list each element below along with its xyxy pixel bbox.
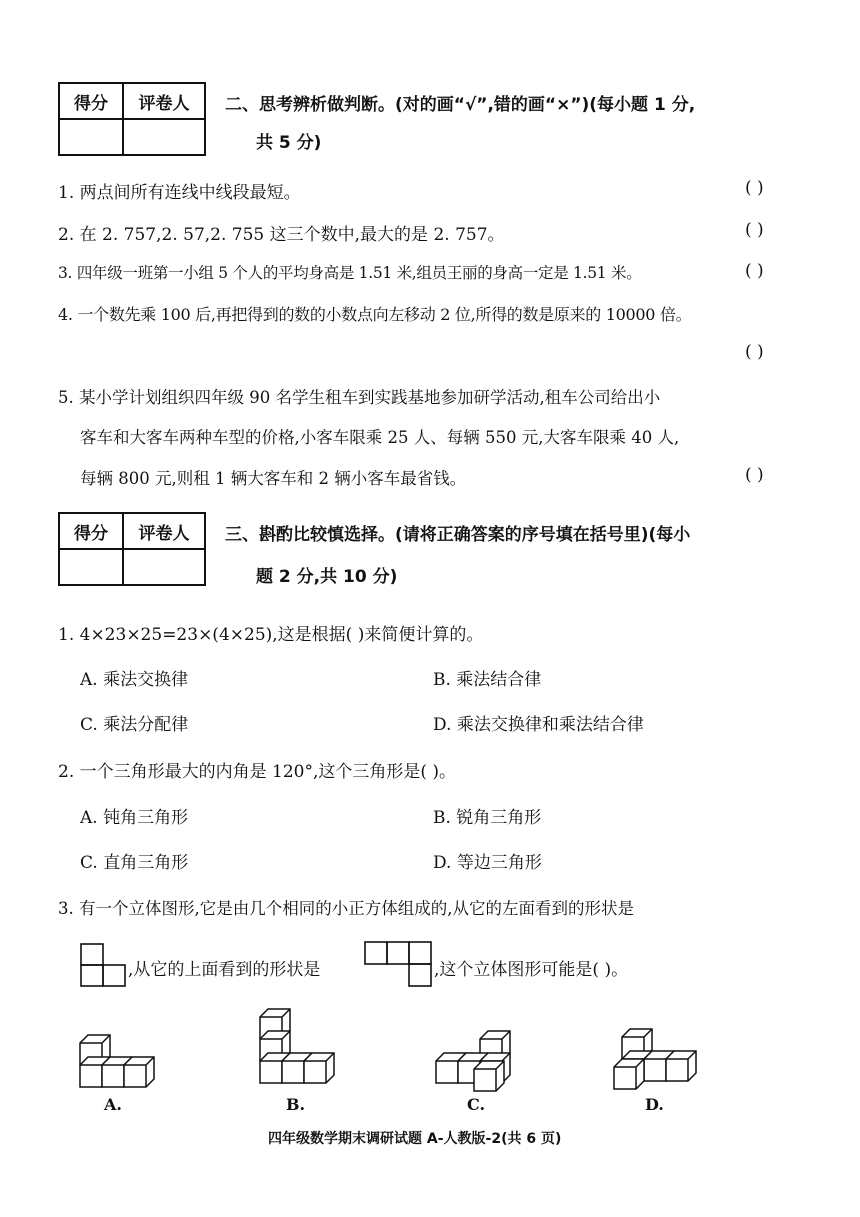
choice-q2-option-c[interactable]: C. 直角三角形 [80,853,189,873]
choice-q2-option-b[interactable]: B. 锐角三角形 [433,808,542,828]
judge-item-4: 4. 一个数先乘 100 后,再把得到的数的小数点向左移动 2 位,所得的数是原来的 10000 倍。 [58,305,692,324]
judge-answer-2[interactable]: ( ) [745,220,764,240]
cube-label-c: C. [467,1095,486,1114]
choice-q2-option-d[interactable]: D. 等边三角形 [433,853,542,873]
cube-figure-d[interactable] [614,1029,696,1089]
cube-figure-a[interactable] [80,1035,154,1087]
grader-cell [123,119,205,155]
judge-item-3: 3. 四年级一班第一小组 5 个人的平均身高是 1.51 米,组员王丽的身高一定是 1.51 米。 [58,264,642,282]
score-cell [59,549,123,585]
judge-item-5-line1: 5. 某小学计划组织四年级 90 名学生租车到实践基地参加研学活动,租车公司给出小 [58,388,661,407]
score-box-section3 [58,512,206,586]
judge-answer-3[interactable]: ( ) [745,261,764,281]
cube-label-b: B. [286,1095,306,1114]
section2-title-cont: 共 5 分) [256,133,322,153]
judge-answer-4[interactable]: ( ) [745,342,764,362]
page-footer: 四年级数学期末调研试题 A-人教版-2(共 6 页) [268,1131,562,1147]
score-label: 得分 [59,83,123,119]
section3-title: 三、斟酌比较慎选择。(请将正确答案的序号填在括号里)(每小 [225,525,691,545]
grader-cell [123,549,205,585]
cube-figure-c[interactable] [436,1031,510,1091]
choice-q1-option-a[interactable]: A. 乘法交换律 [80,670,189,690]
judge-item-5-line3: 每辆 800 元,则租 1 辆大客车和 2 辆小客车最省钱。 [80,469,467,488]
choice-q1-stem: 1. 4×23×25=23×(4×25),这是根据( )来简便计算的。 [58,625,484,645]
judge-answer-5[interactable]: ( ) [745,465,764,485]
score-box-section2 [58,82,206,156]
cube-figure-b[interactable] [260,1009,334,1083]
judge-answer-1[interactable]: ( ) [745,178,764,198]
choice-q3-stem-mid1: ,从它的上面看到的形状是 [128,960,321,980]
choice-q3-stem-mid2: ,这个立体图形可能是( )。 [434,960,629,980]
grader-label: 评卷人 [123,513,205,549]
choice-q2-stem: 2. 一个三角形最大的内角是 120°,这个三角形是( )。 [58,762,457,782]
left-view-figure [80,942,128,988]
score-label: 得分 [59,513,123,549]
cube-options-figure [70,1005,800,1120]
choice-q1-option-b[interactable]: B. 乘法结合律 [433,670,542,690]
section3-title-cont: 题 2 分,共 10 分) [256,567,398,587]
score-cell [59,119,123,155]
cube-label-a: A. [104,1095,122,1114]
choice-q2-option-a[interactable]: A. 钝角三角形 [80,808,189,828]
choice-q1-option-c[interactable]: C. 乘法分配律 [80,715,189,735]
choice-q1-option-d[interactable]: D. 乘法交换律和乘法结合律 [433,715,644,735]
judge-item-5-line2: 客车和大客车两种车型的价格,小客车限乘 25 人、每辆 550 元,大客车限乘 40 人, [80,428,680,447]
grader-label: 评卷人 [123,83,205,119]
top-view-figure [364,940,434,988]
section2-title: 二、思考辨析做判断。(对的画“√”,错的画“×”)(每小题 1 分, [225,95,696,115]
judge-item-2: 2. 在 2. 757,2. 57,2. 755 这三个数中,最大的是 2. 757。 [58,225,505,245]
choice-q3-stem: 3. 有一个立体图形,它是由几个相同的小正方体组成的,从它的左面看到的形状是 [58,899,634,918]
cube-label-d: D. [645,1095,664,1114]
judge-item-1: 1. 两点间所有连线中线段最短。 [58,183,301,203]
